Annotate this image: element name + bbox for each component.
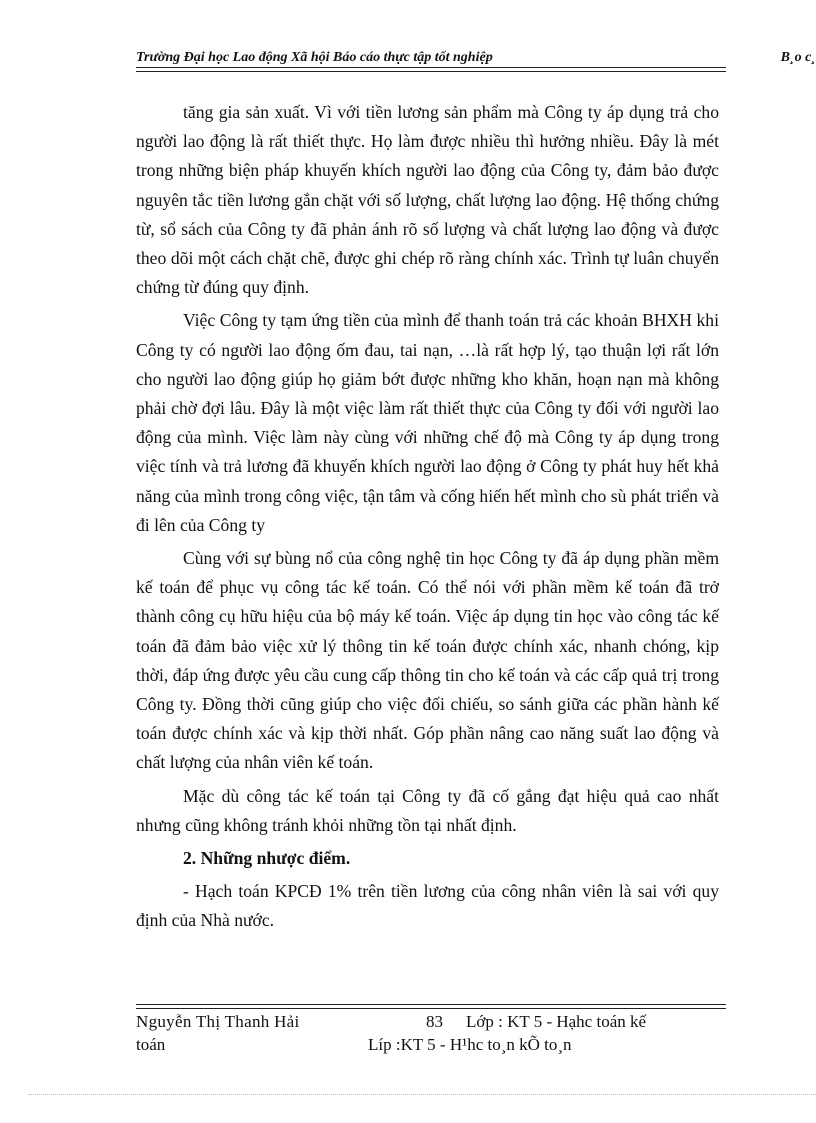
footer-class-garbled: Líp :KT 5 - H¹hc to¸n kÕ to¸n [368, 1035, 572, 1054]
header-rule-top [136, 67, 726, 68]
paragraph-4: Mặc dù công tác kế toán tại Công ty đã cố gắng đạt hiệu quả cao nhất nhưng cũng không tránh khỏi những tồn tại nhất định. [136, 785, 719, 835]
paragraph-2: Việc Công ty tạm ứng tiền của mình để thanh toán trả các khoản BHXH khi Công ty có người lao động ốm đau, tai nạn, …là rất hợp lý, tạo thuận lợi rất lớn cho người lao động giúp họ giảm bớt được những kho khăn, hoạn nạn mà không phải chờ đợi lâu. Đây là một việc làm rất thiết thực của Công ty đối với người lao động của mình. Việc làm này cùng với những chế độ mà Công ty áp dụng trong việc tính và trả lương đã khuyến khích người lao động ở Công ty phát huy hết khả năng của mình trong công việc, tận tâm và cống hiến hết mình cho sù phát triển và đi lên của Công ty [136, 310, 719, 535]
page-edge-dotted-line [28, 1094, 816, 1095]
footer-rule-top [136, 1004, 726, 1005]
footer-author-continued: toán [136, 1035, 166, 1054]
document-body [136, 98, 719, 936]
page-number: 83 [426, 1012, 443, 1031]
footer-author: Nguyễn Thị Thanh Hải [136, 1012, 300, 1031]
footer-class: Lớp : KT 5 - Hạhc toán kế [466, 1012, 647, 1031]
section-heading: 2. Những nhược điểm. [183, 848, 351, 869]
footer-rule-bottom [136, 1008, 726, 1009]
paragraph-3: Cùng với sự bùng nổ của công nghệ tin học Công ty đã áp dụng phần mềm kế toán để phục vụ công tác kế toán. Có thể nói với phần mềm kế toán đã trở thành công cụ hữu hiệu của bộ máy kế toán. Việc áp dụng tin học vào công tác kế toán đã đảm bảo việc xử lý thông tin kế toán được chính xác, nhanh chóng, kịp thời, đáp ứng được yêu cầu cung cấp thông tin cho kế toán và các cấp quả trị trong Công ty. Đồng thời cũng giúp cho việc đối chiếu, so sánh giữa các phần hành kế toán được chính xác và kịp thời nhất. Góp phần nâng cao năng suất lao động và chất lượng của nhân viên kế toán. [136, 548, 719, 773]
paragraph-5: - Hạch toán KPCĐ 1% trên tiền lương của công nhân viên là sai với quy định của Nhà nước. [136, 881, 719, 931]
header-rule-bottom [136, 71, 726, 72]
header-title: Trường Đại học Lao động Xã hội Báo cáo thực tập tốt nghiệp [136, 50, 493, 65]
paragraph-1: tăng gia sản xuất. Vì với tiền lương sản phẩm mà Công ty áp dụng trả cho người lao động là rất thiết thực. Họ làm được nhiều thì hưởng nhiều. Đây là mét trong những biện pháp khuyến khích người lao động của Công ty, đảm bảo được nguyên tắc tiền lương gắn chặt với số lượng, chất lượng lao động. Hệ thống chứng từ, sổ sách của Công ty đã phản ánh rõ số lượng và chất lượng lao động và được theo dõi một cách chặt chẽ, được ghi chép rõ ràng chính xác. Trình tự luân chuyển chứng từ đúng quy định. [136, 102, 719, 298]
header-right-text: B¸o c¸ [780, 50, 816, 65]
